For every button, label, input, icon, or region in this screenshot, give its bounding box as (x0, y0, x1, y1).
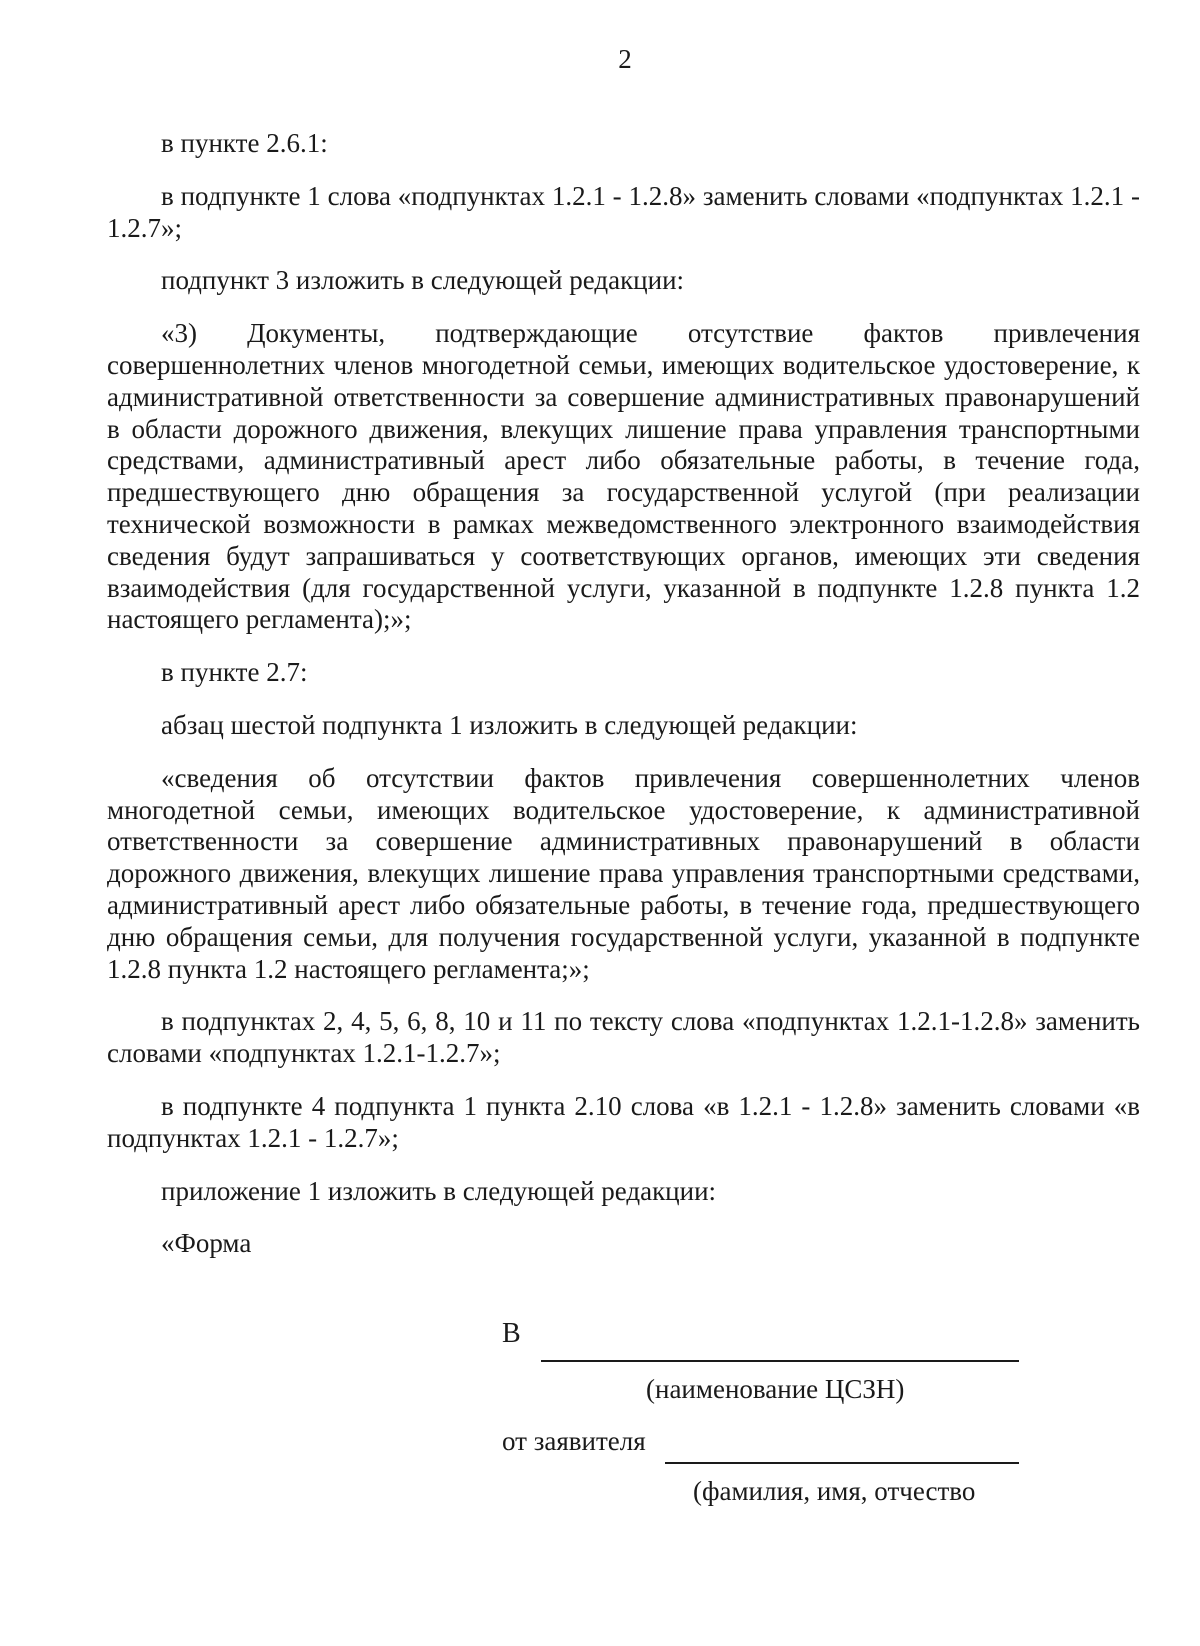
paragraph-appendix-1-intro: приложение 1 изложить в следующей редакции: (161, 1175, 717, 1206)
paragraph-subpoints-replace: в подпунктах 2, 4, 5, 6, 8, 10 и 11 по тексту слова «подпунктах 1.2.1-1.2.8» заменить словами «подпунктах 1.2.1-1.2.7»; (107, 1006, 1140, 1069)
applicant-prefix: от заявителя (502, 1426, 646, 1456)
paragraph-subpoint-3-text: «3) Документы, подтверждающие отсутствие фактов привлечения совершеннолетних членов многодетной семьи, имеющих водительское удостоверение, к административной ответственности за совершение административных правонарушений в области дорожного движения, влекущих лишение права управления транспортными средствами, административный арест либо обязательные работы, в течение года, предшествующего дню обращения за государственной услугой (при реализации технической возможности в рамках межведомственного электронного взаимодействия сведения будут запрашиваться у соответствующих органов, имеющих эти сведения взаимодействия (для государственной услуги, указанной в подпункте 1.2.8 пункта 1.2 настоящего регламента);»; (107, 318, 1140, 635)
paragraph-point-2-10-replace: в подпункте 4 подпункта 1 пункта 2.10 слова «в 1.2.1 - 1.2.8» заменить словами «в подпунктах 1.2.1 - 1.2.7»; (107, 1090, 1140, 1153)
page-number: 2 (618, 44, 632, 74)
paragraph-sixth-abzac-text: «сведения об отсутствии фактов привлечения совершеннолетних членов многодетной семьи, имеющих водительское удостоверение, к административной ответственности за совершение административных правонарушений в области дорожного движения, влекущих лишение права управления транспортными средствами, административный арест либо обязательные работы, в течение года, предшествующего дню обращения семьи, для получения государственной услуги, указанной в подпункте 1.2.8 пункта 1.2 настоящего регламента;»; (107, 762, 1140, 984)
recipient-blank-line (541, 1360, 1019, 1362)
applicant-blank-line (665, 1462, 1019, 1464)
applicant-caption: (фамилия, имя, отчество (693, 1476, 976, 1506)
document-body (107, 128, 1140, 1281)
paragraph-point-2-7: в пункте 2.7: (161, 657, 308, 688)
paragraph-subpoint-1-replace: в подпункте 1 слова «подпунктах 1.2.1 - 1.2.8» заменить словами «подпунктах 1.2.1 - 1.2.7»; (107, 180, 1140, 243)
paragraph-form-heading: «Форма (161, 1228, 252, 1259)
paragraph-subpoint-3-intro: подпункт 3 изложить в следующей редакции: (161, 265, 685, 296)
recipient-prefix: В (502, 1318, 521, 1349)
recipient-caption: (наименование ЦСЗН) (646, 1374, 905, 1404)
paragraph-sixth-abzac-intro: абзац шестой подпункта 1 изложить в следующей редакции: (161, 709, 858, 740)
paragraph-point-2-6-1: в пункте 2.6.1: (161, 128, 328, 158)
